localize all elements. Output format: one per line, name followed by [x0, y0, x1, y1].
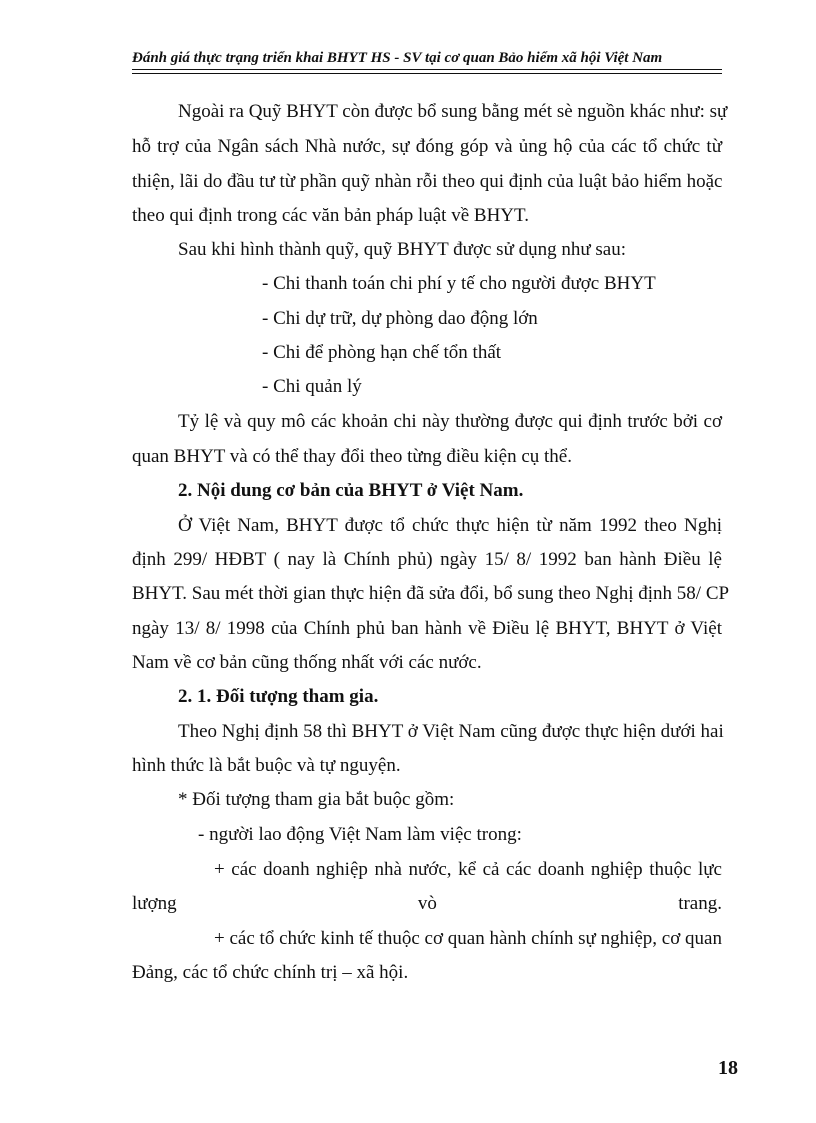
paragraph-line: lượng vò trang.	[132, 893, 722, 914]
paragraph-line: * Đối tượng tham gia bắt buộc gồm:	[178, 789, 455, 810]
paragraph-line: Ngoài ra Quỹ BHYT còn được bổ sung bằng mét sè nguồn khác như: sự	[178, 101, 728, 122]
header-rule-thin	[132, 73, 722, 74]
section-heading: 2. Nội dung cơ bản của BHYT ở Việt Nam.	[178, 480, 524, 501]
paragraph-line: BHYT. Sau mét thời gian thực hiện đã sửa đổi, bổ sung theo Nghị định 58/ CP	[132, 583, 730, 604]
paragraph-line: Ở Việt Nam, BHYT được tổ chức thực hiện từ năm 1992 theo Nghị	[178, 515, 722, 536]
paragraph-line: theo qui định trong các văn bản pháp luật về BHYT.	[132, 205, 529, 226]
paragraph-line: định 299/ HĐBT ( nay là Chính phủ) ngày 15/ 8/ 1992 ban hành Điều lệ	[132, 549, 722, 570]
paragraph-line: hình thức là bắt buộc và tự nguyện.	[132, 755, 401, 776]
list-item: - Chi dự trữ, dự phòng dao động lớn	[262, 308, 538, 329]
list-item: - Chi để phòng hạn chế tổn thất	[262, 342, 502, 363]
paragraph-line: Đảng, các tổ chức chính trị – xã hội.	[132, 962, 409, 983]
paragraph-line: + các tổ chức kinh tế thuộc cơ quan hành chính sự nghiệp, cơ quan	[214, 928, 722, 949]
paragraph-line: Nam về cơ bản cũng thống nhất với các nước.	[132, 652, 482, 673]
list-item: - Chi quản lý	[262, 376, 362, 397]
paragraph-line: - người lao động Việt Nam làm việc trong:	[198, 824, 522, 845]
header-rule	[132, 69, 722, 70]
paragraph-line: Theo Nghị định 58 thì BHYT ở Việt Nam cũng được thực hiện dưới hai	[178, 721, 724, 742]
subsection-heading: 2. 1. Đối tượng tham gia.	[178, 686, 379, 707]
paragraph-line: Sau khi hình thành quỹ, quỹ BHYT được sử dụng như sau:	[178, 239, 627, 260]
running-header: Đánh giá thực trạng triển khai BHYT HS - SV tại cơ quan Bảo hiểm xã hội Việt Nam	[132, 50, 663, 66]
page-number: 18	[718, 1057, 738, 1079]
paragraph-line: + các doanh nghiệp nhà nước, kể cả các doanh nghiệp thuộc lực	[214, 859, 722, 880]
list-item: - Chi thanh toán chi phí y tế cho người được BHYT	[262, 273, 656, 294]
paragraph-line: quan BHYT và có thể thay đổi theo từng điều kiện cụ thể.	[132, 446, 572, 467]
paragraph-line: Tỷ lệ và quy mô các khoản chi này thường được qui định trước bởi cơ	[178, 411, 722, 432]
paragraph-line: thiện, lãi do đầu tư từ phần quỹ nhàn rỗi theo qui định của luật bảo hiểm hoặc	[132, 171, 723, 192]
paragraph-line: hỗ trợ của Ngân sách Nhà nước, sự đóng góp và ủng hộ của các tổ chức từ	[132, 136, 722, 157]
paragraph-line: ngày 13/ 8/ 1998 của Chính phủ ban hành về Điều lệ BHYT, BHYT ở Việt	[132, 618, 722, 639]
